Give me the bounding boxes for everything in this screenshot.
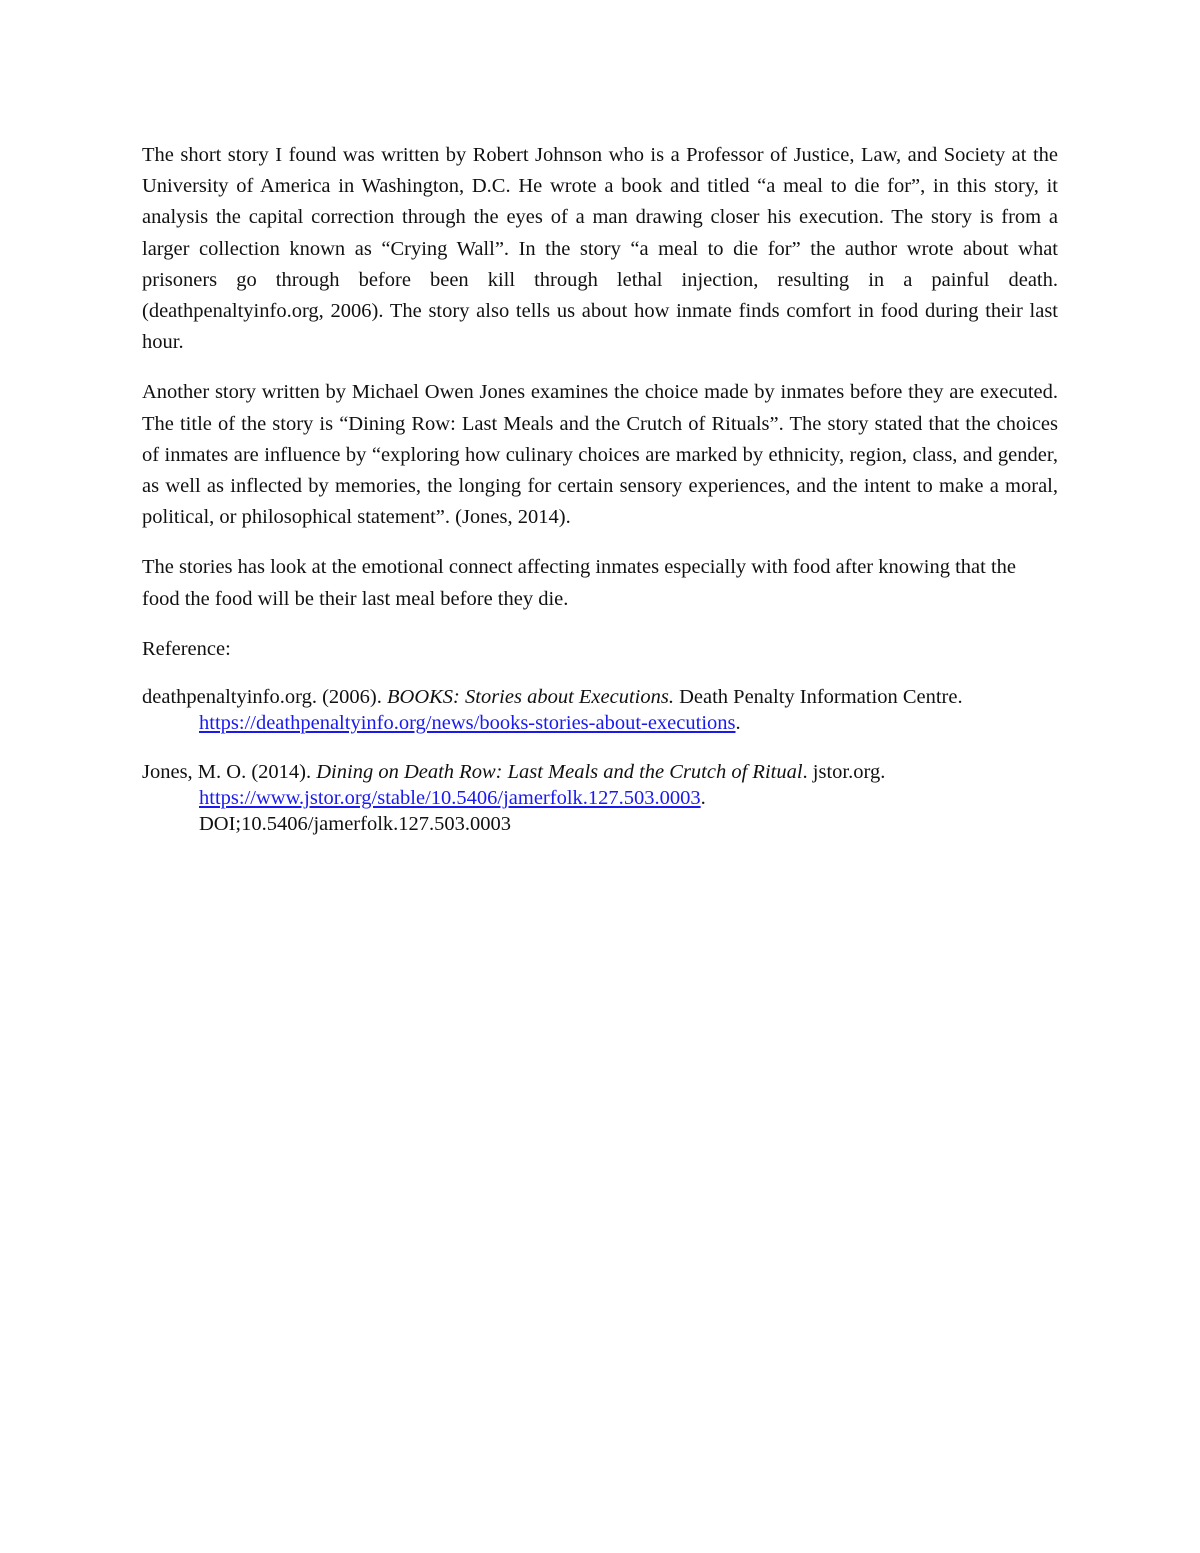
reference-title: Dining on Death Row: Last Meals and the Crutch of Ritual: [316, 761, 803, 784]
reference-suffix: .: [700, 787, 706, 810]
document-page: [142, 140, 1058, 860]
reference-title: BOOKS: Stories about Executions.: [387, 686, 674, 709]
reference-publisher: Death Penalty Information Centre.: [673, 686, 963, 709]
reference-link[interactable]: https://deathpenaltyinfo.org/news/books-stories-about-executions: [199, 712, 736, 735]
reference-entry-deathpenaltyinfo: [142, 684, 1058, 736]
reference-entry-jones: [142, 759, 1058, 837]
reference-heading: Reference:: [142, 637, 231, 660]
reference-doi: DOI;10.5406/jamerfolk.127.503.0003: [199, 813, 512, 836]
reference-author-date: deathpenaltyinfo.org. (2006).: [142, 686, 387, 709]
reference-link[interactable]: https://www.jstor.org/stable/10.5406/jamerfolk.127.503.0003: [199, 787, 701, 810]
paragraph-2: Another story written by Michael Owen Jones examines the choice made by inmates before they are executed. The title of the story is “Dining Row: Last Meals and the Crutch of Rituals”. The story stated that the choices of inmates are influence by “exploring how culinary choices are marked by ethnicity, region, class, and gender, as well as inflected by memories, the longing for certain sensory experiences, and the intent to make a moral, political, or philosophical statement”. (Jones, 2014).: [142, 381, 1058, 529]
paragraph-1: The short story I found was written by Robert Johnson who is a Professor of Justice, Law, and Society at the University of America in Washington, D.C. He wrote a book and titled “a meal to die for”, in this story, it analysis the capital correction through the eyes of a man drawing closer his execution. The story is from a larger collection known as “Crying Wall”. In the story “a meal to die for” the author wrote about what prisoners go through before been kill through lethal injection, resulting in a painful death. (deathpenaltyinfo.org, 2006). The story also tells us about how inmate finds comfort in food during their last hour.: [142, 144, 1058, 354]
paragraph-3: The stories has look at the emotional connect affecting inmates especially with food after knowing that the food the food will be their last meal before they die.: [142, 556, 1017, 610]
reference-suffix: .: [735, 712, 741, 735]
reference-author-date: Jones, M. O. (2014).: [142, 761, 317, 784]
reference-publisher: . jstor.org.: [802, 761, 886, 784]
